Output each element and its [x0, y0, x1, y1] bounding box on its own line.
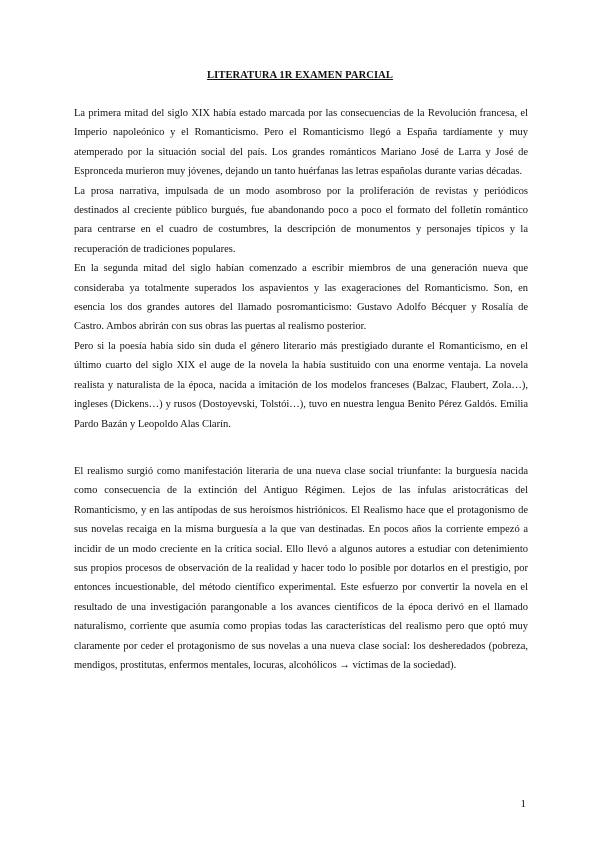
body-text-block-2: [74, 462, 528, 675]
paragraph-2: La prosa narrativa, impulsada de un modo asombroso por la proliferación de revistas y periódicos destinados al creciente público burgués, fue abandonando poco a poco el formato del folletín romántico para centrarse en el cuadro de costumbres, la descripción de monumentos y personajes típicos y la recuperación de tradiciones populares.: [74, 185, 528, 255]
body-text-block-1: [74, 104, 528, 434]
paragraph-4: Pero si la poesía había sido sin duda el género literario más prestigiado durante el Romanticismo, en el último cuarto del siglo XIX el auge de la novela la había sustituido con una enorme ventaja. La novela realista y naturalista de la época, nacida a imitación de los modelos franceses (Balzac, Flaubert, Zola…), ingleses (Dickens…) y rusos (Dostoyevski, Tolstói…), tuvo en nuestra lengua Benito Pérez Galdós. Emilia Pardo Bazán y Leopoldo Alas Clarín.: [74, 340, 528, 430]
paragraph-3: En la segunda mitad del siglo habían comenzado a escribir miembros de una generación nueva que consideraba ya totalmente superados los aspavientos y las exageraciones del Romanticismo. Son, en esencia los dos grandes autores del llamado posromanticismo: Gustavo Adolfo Bécquer y Rosalía de Castro. Ambos abrirán con sus obras las puertas al realismo posterior.: [74, 263, 528, 333]
paragraph-5: El realismo surgió como manifestación literaria de una nueva clase social triunfante: la burguesía nacida como consecuencia de la extinción del Antiguo Régimen. Lejos de las ínfulas aristocráticas del Romanticismo, y en las antípodas de sus heroísmos histriónicos. El Realismo hace que el protagonismo de sus novelas recaiga en la misma burguesía a la que van destinadas. En pocos años la corriente empezó a incidir de un modo creciente en la crítica social. Ello llevó a algunos autores a estudiar con detenimiento sus propios procesos de observación de la realidad y hacer todo lo posible por dotarlos en el prestigio, por entonces incuestionable, del método científico experimental. Este esfuerzo por convertir la novela en el resultado de una investigación parangonable a los avances científicos de la época derivó en el llamado naturalismo, corriente que asumía como propias todas las características del realismo pero que optó muy claramente por ceder el protagonismo de sus novelas a una nueva clase social: los desheredados (pobreza, mendigos, prostitutas, enfermos mentales, locuras, alcohólicos → víctimas de la sociedad).: [74, 466, 528, 672]
document-title: LITERATURA 1R EXAMEN PARCIAL: [207, 70, 393, 81]
page-number: 1: [520, 798, 526, 810]
paragraph-1: La primera mitad del siglo XIX había estado marcada por las consecuencias de la Revolución francesa, el Imperio napoleónico y el Romanticismo. Pero el Romanticismo llegó a España tardíamente y muy atemperado por la situación social del país. Los grandes románticos Mariano José de Larra y José de Espronceda murieron muy jóvenes, dejando un tanto huérfanas las letras españolas durante varias décadas.: [74, 108, 528, 178]
